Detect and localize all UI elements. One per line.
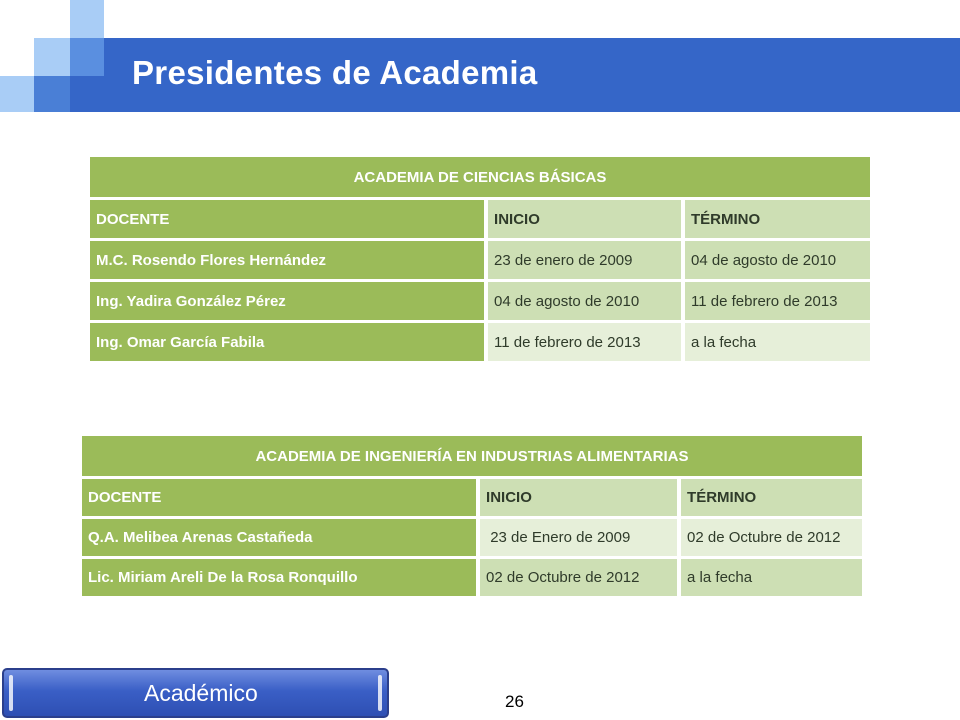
- termino-cell: a la fecha: [681, 559, 862, 596]
- table-heading: ACADEMIA DE CIENCIAS BÁSICAS: [90, 157, 870, 197]
- column-header-termino: TÉRMINO: [685, 200, 870, 238]
- column-header-docente: DOCENTE: [82, 479, 476, 516]
- inicio-cell: 23 de enero de 2009: [488, 241, 681, 279]
- inicio-cell: 23 de Enero de 2009: [480, 519, 677, 556]
- docente-cell: M.C. Rosendo Flores Hernández: [90, 241, 484, 279]
- academia-table-industrias-alimentarias: [78, 433, 866, 599]
- inicio-cell: 04 de agosto de 2010: [488, 282, 681, 320]
- table-row: [90, 323, 870, 361]
- inicio-cell: 02 de Octubre de 2012: [480, 559, 677, 596]
- table-row: [82, 559, 862, 596]
- decor-square: [34, 76, 70, 112]
- column-header-inicio: INICIO: [488, 200, 681, 238]
- academia-table-ciencias-basicas: [86, 154, 874, 364]
- docente-cell: Q.A. Melibea Arenas Castañeda: [82, 519, 476, 556]
- table-heading: ACADEMIA DE INGENIERÍA EN INDUSTRIAS ALIMENTARIAS: [82, 436, 862, 476]
- termino-cell: 04 de agosto de 2010: [685, 241, 870, 279]
- table-row: [82, 519, 862, 556]
- decor-square: [0, 76, 34, 112]
- table-row: [90, 282, 870, 320]
- termino-cell: a la fecha: [685, 323, 870, 361]
- footer-section-tab: [2, 668, 389, 718]
- page-number: 26: [505, 692, 524, 711]
- termino-cell: 02 de Octubre de 2012: [681, 519, 862, 556]
- decor-square: [70, 0, 104, 38]
- column-header-docente: DOCENTE: [90, 200, 484, 238]
- docente-cell: Lic. Miriam Areli De la Rosa Ronquillo: [82, 559, 476, 596]
- title-bar: [70, 38, 960, 112]
- column-header-termino: TÉRMINO: [681, 479, 862, 516]
- footer-label: Académico: [144, 680, 258, 706]
- table-row: [90, 241, 870, 279]
- decor-square: [34, 38, 70, 76]
- inicio-cell: 11 de febrero de 2013: [488, 323, 681, 361]
- docente-cell: Ing. Omar García Fabila: [90, 323, 484, 361]
- page-title: Presidentes de Academia: [132, 54, 538, 91]
- docente-cell: Ing. Yadira González Pérez: [90, 282, 484, 320]
- termino-cell: 11 de febrero de 2013: [685, 282, 870, 320]
- column-header-inicio: INICIO: [480, 479, 677, 516]
